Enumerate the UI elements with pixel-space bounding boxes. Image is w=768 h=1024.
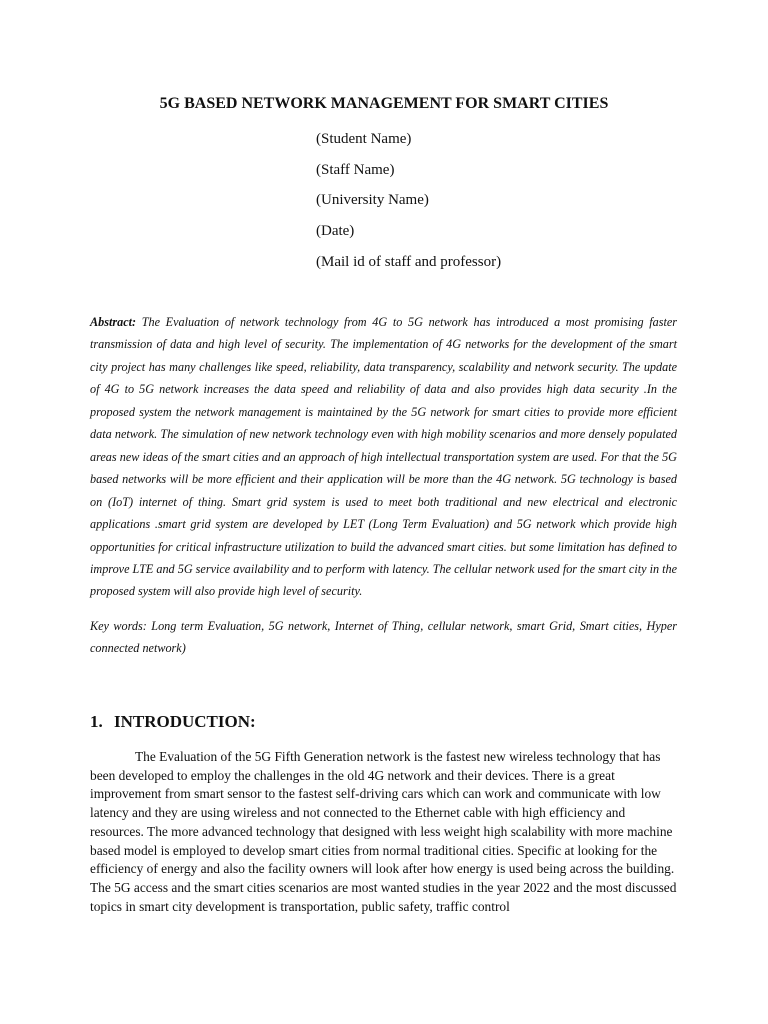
section-number: 1.	[90, 712, 103, 731]
author-university-name: (University Name)	[316, 192, 429, 209]
author-block	[316, 129, 501, 282]
author-staff-name: (Staff Name)	[316, 161, 395, 178]
author-mail-id: (Mail id of staff and professor)	[316, 253, 502, 270]
abstract-text: The Evaluation of network technology from 4G to 5G network has introduced a most promising faster transmission of data and high level of security. The implementation of 4G networks for the development of the smart city project has many challenges like speed, reliability, data transparency, scalability and network security. The update of 4G to 5G network increases the data speed and reliability of data and also provides high data security .In the proposed system the network management is maintained by the 5G network for smart cities to provide more efficient data network. The simulation of new network technology even with high mobility scenarios and more densely populated areas new ideas of the smart cities and an approach of high intellectual transportation system are used. For that the 5G based networks will be more efficient and their application will be more than the 4G network. 5G technology is based on (IoT) internet of thing. Smart grid system is used to meet both traditional and new electrical and electronic applications .smart grid system are developed by LET (Long Term Evaluation) and 5G network which provide high opportunities for critical infrastructure utilization to build the advanced smart cities. but some limitation has defined to improve LTE and 5G service availability and to perform with latency. The cellular network used for the smart city in the proposed system will also provide high level of security.	[90, 315, 677, 599]
section-heading-introduction	[90, 711, 256, 733]
abstract-label: Abstract:	[90, 315, 137, 329]
keywords-paragraph: Key words: Long term Evaluation, 5G network, Internet of Thing, cellular network, smart Grid, Smart cities, Hyper connected network)	[90, 619, 677, 656]
author-student-name: (Student Name)	[316, 131, 412, 147]
author-date: (Date)	[316, 223, 355, 240]
paper-title: 5G BASED NETWORK MANAGEMENT FOR SMART CITIES	[159, 95, 609, 112]
section-title: INTRODUCTION:	[114, 712, 256, 731]
introduction-paragraph: The Evaluation of the 5G Fifth Generation network is the fastest new wireless technology that has been developed to employ the challenges in the old 4G network and their devices. There is a great improvement from smart sensor to the fastest self-driving cars which can work and communicate with low latency and they are using wireless and not connected to the Ethernet cable with high efficiency and resources. The more advanced technology that designed with less weight high scalability with more machine based model is employed to develop smart cities from normal traditional cities. Specific at looking for the efficiency of energy and also the facility owners will look after how energy is used being across the building. The 5G access and the smart cities scenarios are most wanted studies in the year 2022 and the most discussed topics in smart city development is transportation, public safety, traffic control	[90, 749, 677, 914]
abstract-paragraph	[90, 311, 677, 603]
